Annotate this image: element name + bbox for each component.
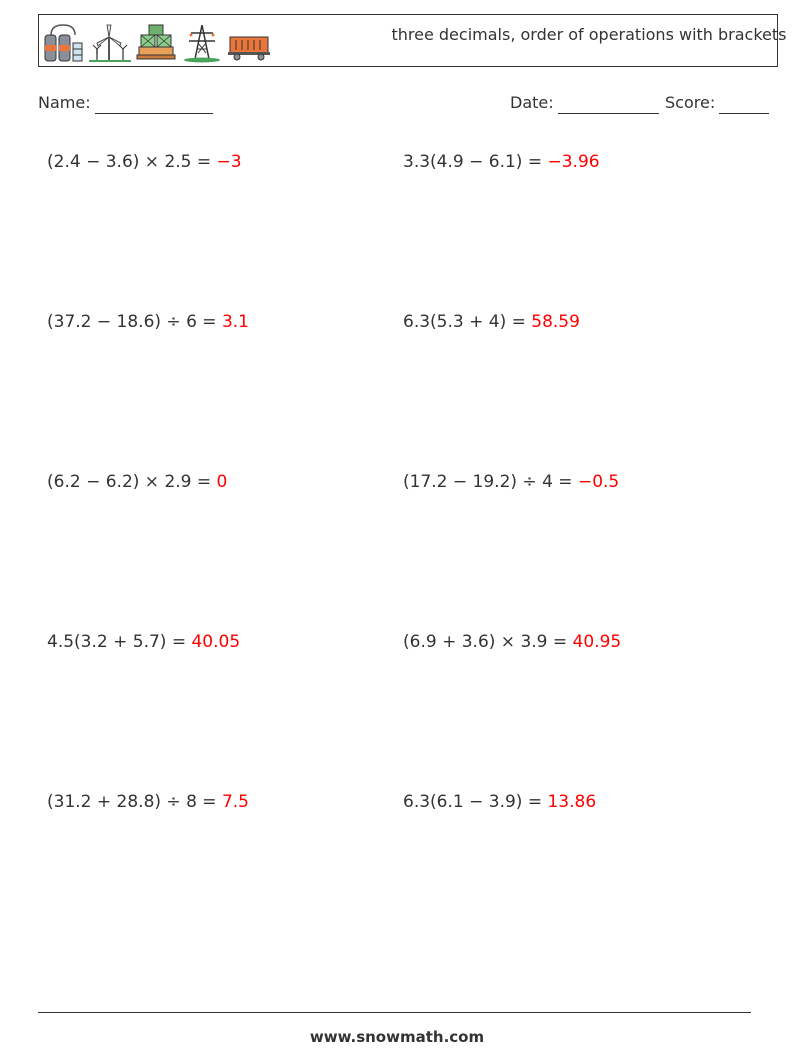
power-pylon-icon [181,23,223,63]
date-label: Date: [510,93,554,112]
wind-turbines-icon [89,23,131,63]
problem-5 [47,470,227,494]
problem-answer: 58.59 [531,312,580,332]
problem-9 [47,790,249,814]
gas-cylinders-icon [43,23,85,63]
problem-answer: 40.95 [572,632,622,652]
problem-10 [403,790,596,814]
problem-expression: (2.4 − 3.6) × 2.5 = [47,152,217,172]
problem-expression: (6.9 + 3.6) × 3.9 = [403,632,573,652]
score-field [665,92,769,114]
name-field [38,92,213,114]
problem-expression: 6.3(6.1 − 3.9) = [403,792,548,812]
worksheet-title: three decimals, order of operations with brackets [391,25,787,44]
problem-answer: 0 [216,472,228,492]
problem-8 [403,630,621,654]
name-label: Name: [38,93,91,112]
problem-expression: (31.2 + 28.8) ÷ 8 = [47,792,222,812]
footer-divider [38,1012,751,1013]
score-blank[interactable] [719,97,769,114]
date-field [510,92,659,114]
problem-answer: −0.5 [577,472,620,492]
problem-expression: (37.2 − 18.6) ÷ 6 = [47,312,222,332]
problem-answer: 3.1 [221,312,249,332]
problem-answer: −3.96 [547,152,600,172]
problem-6 [403,470,619,494]
problem-1 [47,150,242,174]
problem-7 [47,630,240,654]
problem-expression: (17.2 − 19.2) ÷ 4 = [403,472,578,492]
problem-2 [403,150,600,174]
name-blank[interactable] [95,97,213,114]
problem-expression: 3.3(4.9 − 6.1) = [403,152,548,172]
date-blank[interactable] [558,97,659,114]
score-label: Score: [665,93,716,112]
problem-4 [403,310,580,334]
problem-answer: 7.5 [221,792,249,812]
problem-expression: (6.2 − 6.2) × 2.9 = [47,472,217,492]
freight-wagon-icon [227,23,271,63]
problem-answer: 40.05 [191,632,241,652]
footer-website[interactable]: www.snowmath.com [309,1028,485,1046]
cargo-pallet-icon [135,23,177,63]
header-icons [43,19,271,63]
problem-answer: −3 [216,152,242,172]
problem-expression: 4.5(3.2 + 5.7) = [47,632,192,652]
problem-answer: 13.86 [547,792,597,812]
problem-3 [47,310,249,334]
problem-expression: 6.3(5.3 + 4) = [403,312,532,332]
worksheet-header [38,14,787,67]
